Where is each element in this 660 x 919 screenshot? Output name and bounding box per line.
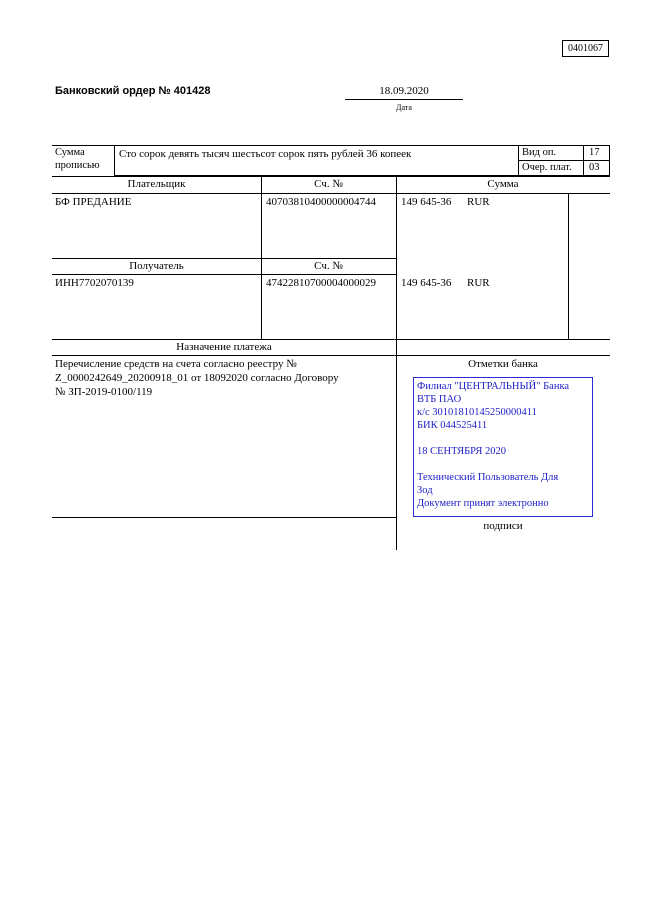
operation-value-divider (583, 145, 584, 176)
recipient-amount: 149 645-36 (401, 277, 452, 289)
stamp-bank-name: ВТБ ПАО (417, 394, 462, 405)
sum-right-divider (568, 193, 569, 339)
recipient-name: ИНН7702070139 (55, 277, 134, 289)
header-row-top-border (52, 176, 610, 177)
payer-name: БФ ПРЕДАНИЕ (55, 196, 132, 208)
payer-account: 40703810400000004744 (266, 196, 376, 208)
purpose-line-3: № ЗП-2019-0100/119 (55, 386, 153, 398)
header-row-bottom-border (52, 193, 610, 194)
payer-account-header: Сч. № (314, 178, 343, 190)
bank-stamp (413, 377, 593, 517)
recipient-header-top-border (52, 258, 396, 259)
date-label: Дата (396, 103, 412, 112)
operation-type-label: Вид оп. (522, 147, 557, 158)
payer-currency: RUR (467, 196, 490, 208)
sum-header: Сумма (487, 178, 519, 190)
bank-marks-header: Отметки банка (468, 358, 538, 370)
payment-priority-label: Очер. плат. (522, 162, 572, 173)
recipient-header: Получатель (129, 260, 184, 272)
payer-header: Плательщик (127, 178, 186, 190)
purpose-line-2: Z_0000242649_20200918_01 от 18092020 согласно Договору (55, 372, 339, 384)
amount-words-text: Сто сорок девять тысяч шестьсот сорок пять рублей 36 копеек (119, 148, 412, 160)
operation-type-value: 17 (589, 147, 600, 158)
stamp-date: 18 СЕНТЯБРЯ 2020 (417, 446, 506, 457)
signatures-label: подписи (483, 520, 523, 532)
recipient-currency: RUR (467, 277, 490, 289)
recipient-account: 47422810700004000029 (266, 277, 376, 289)
operation-divider (518, 160, 610, 161)
purpose-line-1: Перечисление средств на счета согласно реестру № (55, 358, 297, 370)
purpose-header-bottom-border (52, 355, 610, 356)
recipient-header-bottom-border (52, 274, 396, 275)
purpose-header-top-border (52, 339, 610, 340)
stamp-note: Документ принят электронно (417, 498, 549, 509)
purpose-header: Назначение платежа (176, 341, 272, 353)
purpose-bottom-border (52, 517, 396, 518)
payer-amount: 149 645-36 (401, 196, 452, 208)
date-underline (345, 99, 463, 100)
stamp-bank-branch: Филиал "ЦЕНТРАЛЬНЫЙ" Банка (417, 381, 570, 392)
form-code: 0401067 (562, 40, 609, 57)
stamp-signer-1: Технический Пользователь Для (417, 472, 559, 483)
order-title: Банковский ордер № 401428 (55, 85, 211, 97)
amount-words-label-2: прописью (55, 160, 100, 171)
stamp-bik: БИК 044525411 (417, 420, 488, 431)
payment-priority-value: 03 (589, 162, 600, 173)
order-date: 18.09.2020 (379, 85, 429, 97)
stamp-signer-2: Зод (417, 485, 433, 496)
amount-words-label-1: Сумма (55, 147, 85, 158)
recipient-account-header: Сч. № (314, 260, 343, 272)
stamp-corr-account: к/с 30101810145250000411 (417, 407, 537, 418)
